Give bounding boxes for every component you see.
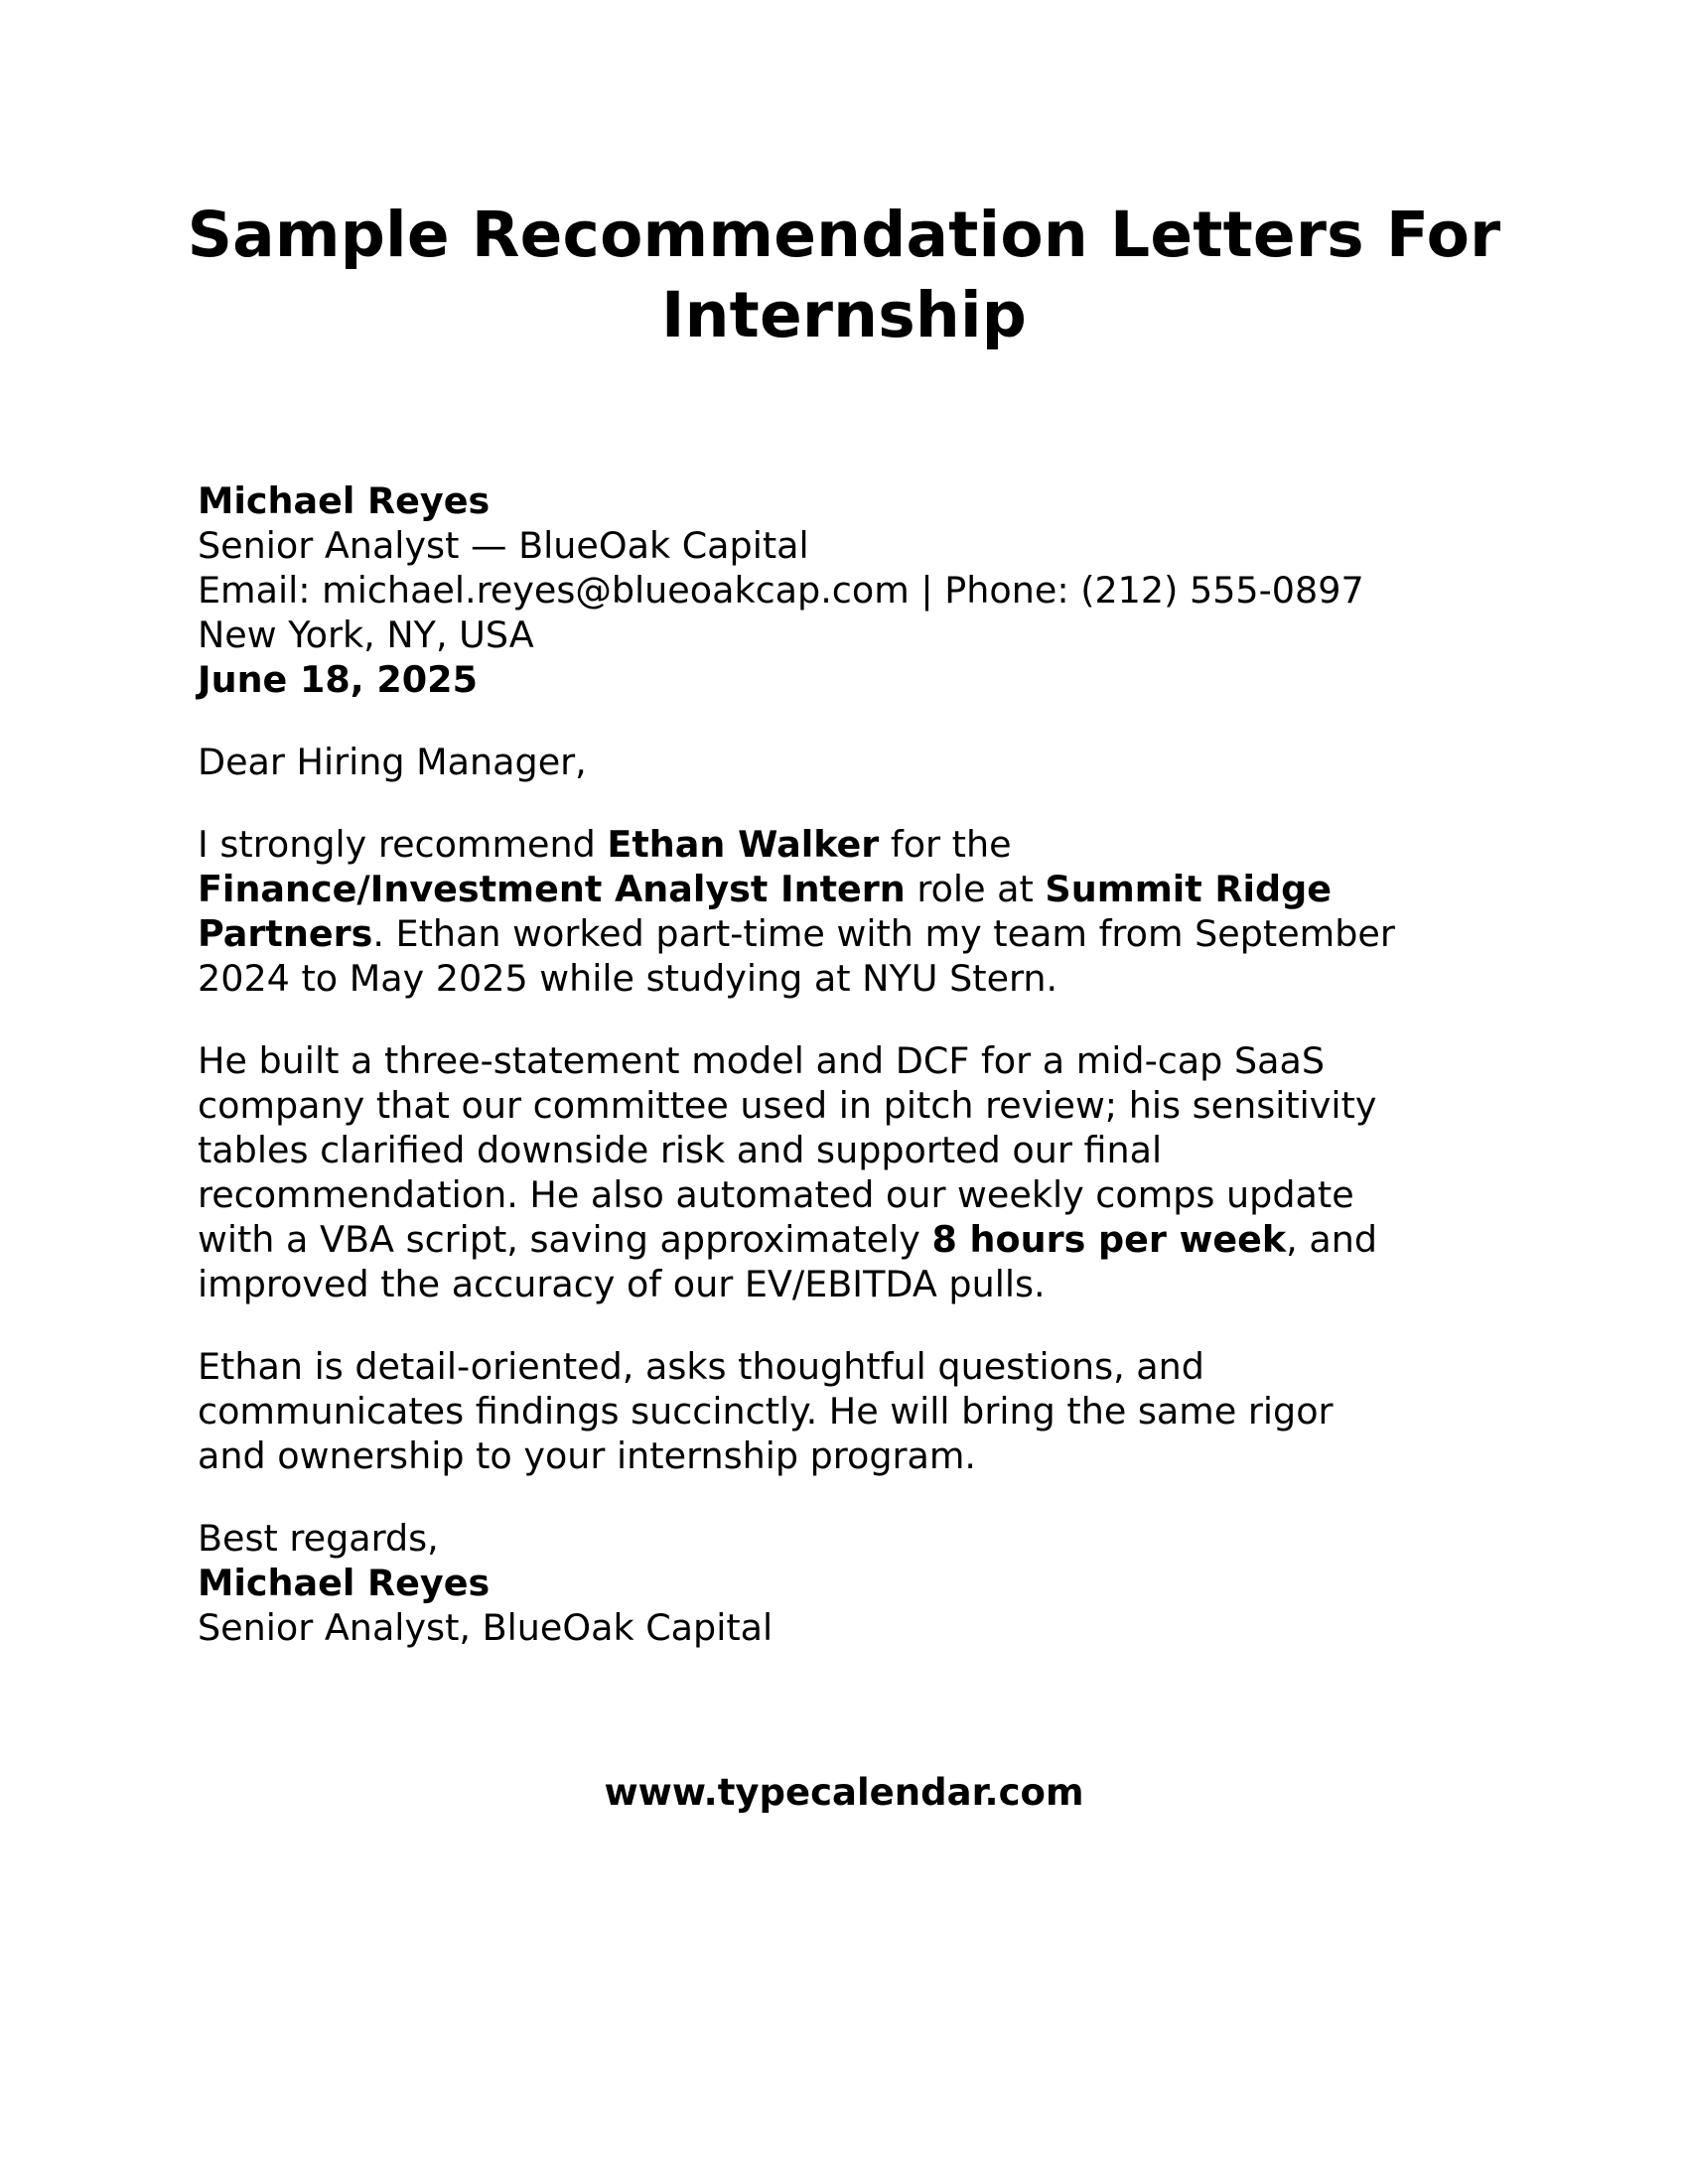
text-run: . Ethan worked part-time with my team from September [372, 912, 1395, 955]
sender-contact: Email: michael.reyes@blueoakcap.com | Phone: (212) 555-0897 [198, 569, 1364, 612]
paragraph-introduction [198, 822, 1508, 1001]
text-run: role at [905, 868, 1046, 910]
signature-title: Senior Analyst, BlueOak Capital [198, 1606, 774, 1649]
signature-block [198, 1516, 1508, 1650]
closing: Best regards, [198, 1517, 439, 1560]
spacer [198, 1001, 1508, 1038]
paragraph-line [198, 911, 1508, 956]
paragraph-line: improved the accuracy of our EV/EBITDA pulls. [198, 1263, 1046, 1305]
spacer [198, 1306, 1508, 1344]
letter-body [198, 478, 1508, 1650]
spacer [198, 702, 1508, 740]
salutation-text: Dear Hiring Manager, [198, 741, 587, 783]
text-run: I strongly recommend [198, 823, 608, 866]
paragraph-line: tables clarified downside risk and supported our final [198, 1129, 1163, 1171]
paragraph-line [198, 822, 1508, 867]
document-title [149, 195, 1539, 355]
paragraph-line: company that our committee used in pitch review; his sensitivity [198, 1084, 1377, 1127]
salutation [198, 740, 1508, 784]
paragraph-line: recommendation. He also automated our weekly comps update [198, 1173, 1354, 1216]
text-run: with a VBA script, saving approximately [198, 1218, 932, 1261]
company-name: Summit Ridge [1045, 868, 1333, 910]
paragraph-line: and ownership to your internship program. [198, 1434, 977, 1477]
paragraph-line: Ethan is detail-oriented, asks thoughtful questions, and [198, 1345, 1204, 1388]
sender-name: Michael Reyes [198, 479, 491, 522]
paragraph-line [198, 867, 1508, 911]
paragraph-line: communicates findings succinctly. He will bring the same rigor [198, 1390, 1334, 1433]
company-name-cont: Partners [198, 912, 373, 955]
sender-title: Senior Analyst — BlueOak Capital [198, 524, 809, 567]
spacer [198, 784, 1508, 822]
footer-website: www.typecalendar.com [604, 1771, 1084, 1814]
paragraph-achievements [198, 1038, 1508, 1306]
paragraph-line [198, 1217, 1508, 1262]
sender-location: New York, NY, USA [198, 614, 534, 656]
paragraph-line: He built a three-statement model and DCF for a mid-cap SaaS [198, 1039, 1326, 1082]
text-run: for the [879, 823, 1012, 866]
role-name: Finance/Investment Analyst Intern [198, 868, 906, 910]
text-run: , and [1286, 1218, 1377, 1261]
title-line-1: Sample Recommendation Letters For [187, 199, 1501, 271]
paragraph-qualities [198, 1344, 1508, 1478]
candidate-name: Ethan Walker [607, 823, 880, 866]
signature-name: Michael Reyes [198, 1562, 491, 1604]
letter-date: June 18, 2025 [198, 658, 478, 701]
spacer [198, 1478, 1508, 1516]
highlight-metric: 8 hours per week [931, 1218, 1287, 1261]
sender-block [198, 478, 1508, 702]
title-line-2: Internship [660, 279, 1028, 351]
paragraph-line: 2024 to May 2025 while studying at NYU Stern. [198, 957, 1058, 1000]
